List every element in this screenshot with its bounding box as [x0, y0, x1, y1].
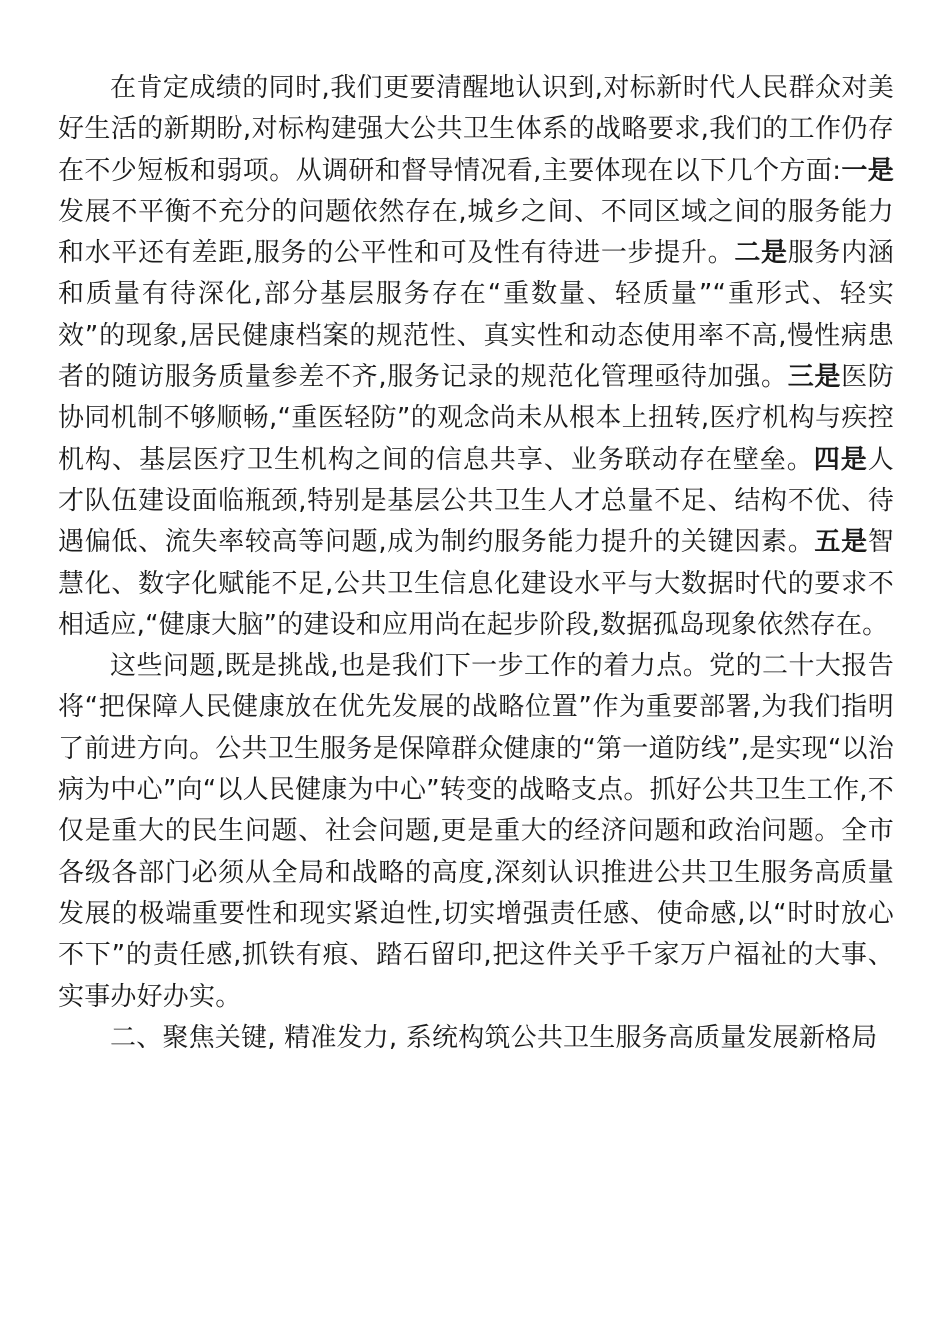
text-segment: 医防协同机制不够顺畅,“重医轻防”的观念尚未从根本上扭转,医疗机构与疾控机构、基层医疗卫生机构之间的信息共享、业务联动存在壁垒。 — [58, 362, 894, 475]
text-segment: 智慧化、数字化赋能不足,公共卫生信息化建设水平与大数据时代的要求不相适应,“健康大脑”的建设和应用尚在起步阶段,数据孤岛现象依然存在。 — [58, 527, 894, 640]
document-page — [58, 68, 894, 1059]
bold-marker-two: 二是 — [734, 238, 788, 269]
paragraph-shortcomings — [58, 68, 894, 646]
paragraph-challenges — [58, 646, 894, 1018]
section-heading: 二、聚焦关键, 精准发力, 系统构筑公共卫生服务高质量发展新格局 — [110, 1022, 878, 1053]
text-segment: 这些问题,既是挑战,也是我们下一步工作的着力点。党的二十大报告将“把保障人民健康放在优先发展的战略位置”作为重要部署,为我们指明了前进方向。公共卫生服务是保障群众健康的“第一道防线”,是实现“以治病为中心”向“以人民健康为中心”转变的战略支点。抓好公共卫生工作,不仅是重大的民生问题、社会问题,更是重大的经济问题和政治问题。全市各级各部门必须从全局和战略的高度,深刻认识推进公共卫生服务高质量发展的极端重要性和现实紧迫性,切实增强责任感、使命感,以“时时放心不下”的责任感,抓铁有痕、踏石留印,把这件关乎千家万户福祉的大事、实事办好办实。 — [58, 651, 894, 1012]
text-segment: 人才队伍建设面临瓶颈,特别是基层公共卫生人才总量不足、结构不优、待遇偏低、流失率较高等问题,成为制约服务能力提升的关键因素。 — [58, 444, 894, 558]
text-segment: 发展不平衡不充分的问题依然存在,城乡之间、不同区域之间的服务能力和水平还有差距,服务的公平性和可及性有待进一步提升。 — [58, 196, 894, 269]
text-segment: 在肯定成绩的同时,我们更要清醒地认识到,对标新时代人民群众对美好生活的新期盼,对标构建强大公共卫生体系的战略要求,我们的工作仍存在不少短板和弱项。从调研和督导情况看,主要体现在以下几个方面: — [58, 73, 894, 186]
bold-marker-one: 一是 — [841, 155, 894, 186]
bold-marker-five: 五是 — [814, 527, 868, 558]
bold-marker-four: 四是 — [813, 444, 868, 475]
bold-marker-three: 三是 — [787, 362, 842, 393]
text-segment: 服务内涵和质量有待深化,部分基层服务存在“重数量、轻质量”“重形式、轻实效”的现象,居民健康档案的规范性、真实性和动态使用率不高,慢性病患者的随访服务质量参差不齐,服务记录的规范化管理亟待加强。 — [58, 238, 894, 393]
